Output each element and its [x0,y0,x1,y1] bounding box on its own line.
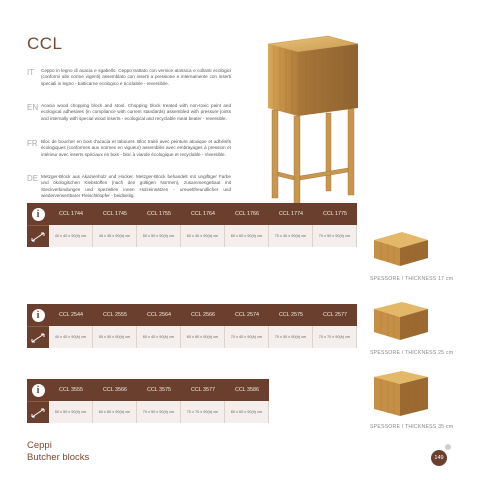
product-code: CCL 2564 [146,312,172,318]
product-size: 50 x 50 x 90(h) cm [137,225,181,247]
butcher-block-stool-image [262,34,364,206]
product-size: 60 x 60 x 90(h) cm [225,225,269,247]
code-row [49,304,357,326]
product-code: CCL 1775 [322,211,348,217]
page-title: CCL [27,34,63,53]
product-code: CCL 1745 [102,211,128,217]
product-table-25cm [27,304,357,348]
product-size: 70 x 50 x 90(h) cm [313,225,357,247]
size-row [49,225,357,247]
product-code: CCL 1764 [190,211,216,217]
description-text: Acacia wood chopping block and stool. Chopping block treated with non-toxic paint and ecological adhesives (in compliance with current standards) assembled with pressure joints and internally with special wood inserts - ecological and recyclable meat beater - reversible. [41,103,231,121]
thickness-label: SPESSORE / THICKNESS 25 cm [370,350,454,356]
language-code: IT [27,68,35,77]
info-icon[interactable]: i [27,203,49,225]
decorative-dot [445,444,451,450]
product-code: CCL 3566 [102,387,128,393]
product-code: CCL 3575 [146,387,172,393]
block-25cm-thumbnail [372,300,430,348]
product-size: 60 x 40 x 90(h) cm [137,326,181,348]
product-table-35cm [27,379,269,423]
product-code: CCL 3555 [58,387,84,393]
product-code: CCL 2577 [322,312,348,318]
product-size: 60 x 60 x 90(h) cm [93,401,137,423]
block-35cm-thumbnail [372,370,430,418]
product-code: CCL 2574 [234,312,260,318]
product-code: CCL 1766 [234,211,260,217]
description-text: Metzger-Block aus Akazienholz und Hocker. Metzger-Block behandelt mit ungiftiger Farbe und ökologischen Klebstoffen (nach den gültigen Normen), zusammengebaut mit Steckverbindungen und speziellen innen Holzeinsätzen - umweltfreundlicher und wiederverwertbarer Fleischklopfer - beidseitig. [41,174,231,198]
product-size: 45 x 45 x 90(h) cm [93,225,137,247]
footer-title-en: Butcher blocks [27,452,90,463]
product-size: 60 x 40 x 90(h) cm [181,225,225,247]
product-size: 50 x 50 x 90(h) cm [93,326,137,348]
description-text: Ceppo in legno di acacia e sgabello. Ceppo trattato con vernice atossica e collanti ecologici (conformi alle norme vigenti) assemblato con inserti a pressione e internamente con inserti speciali in legno - batticarne ecologico e riciclabile - reversibile. [41,68,231,86]
product-size: 70 x 50 x 90(h) cm [137,401,181,423]
thickness-label: SPESSORE / THICKNESS 17 cm [370,276,454,282]
thickness-label: SPESSORE / THICKNESS 35 cm [370,424,454,430]
product-size: 70 x 40 x 90(h) cm [225,326,269,348]
info-icon[interactable]: i [27,304,49,326]
product-code: CCL 1774 [278,211,304,217]
product-table-17cm [27,203,357,247]
footer-title-it: Ceppi [27,440,52,451]
dimensions-icon [27,401,49,423]
language-code: DE [27,174,39,183]
footer-category [27,440,89,464]
product-code: CCL 3577 [190,387,216,393]
product-size: 70 x 40 x 90(h) cm [269,225,313,247]
product-code: CCL 2544 [58,312,84,318]
product-code: CCL 2555 [102,312,128,318]
product-code: CCL 1755 [146,211,172,217]
product-size: 50 x 50 x 90(h) cm [49,401,93,423]
page-number-badge: 149 [431,450,447,466]
size-row [49,326,357,348]
product-size: 70 x 70 x 90(h) cm [181,401,225,423]
product-size: 40 x 40 x 90(h) cm [49,326,93,348]
product-code: CCL 1744 [58,211,84,217]
product-size: 70 x 70 x 90(h) cm [313,326,357,348]
dimensions-icon [27,326,49,348]
product-size: 70 x 50 x 90(h) cm [269,326,313,348]
product-code: CCL 2566 [190,312,216,318]
dimensions-icon [27,225,49,247]
code-row [49,379,269,401]
code-row [49,203,357,225]
block-17cm-thumbnail [372,228,430,276]
product-size: 40 x 40 x 90(h) cm [49,225,93,247]
product-code: CCL 2575 [278,312,304,318]
product-code: CCL 3586 [234,387,260,393]
product-size: 60 x 60 x 90(h) cm [181,326,225,348]
description-text: Bloc de boucher en bois d'acacia et tabouret. Bloc traité avec peinture atoxique et adhésifs écologiques (conformes aux normes en vigueur) assemblés avec embrayages à pression et intérieur avec inserts spéciaux en bois - bloc à viande écologique et recyclable - réversible. [41,139,231,157]
info-icon[interactable]: i [27,379,49,401]
language-code: EN [27,103,39,112]
product-size: 80 x 60 x 90(h) cm [225,401,269,423]
language-code: FR [27,139,38,148]
size-row [49,401,269,423]
